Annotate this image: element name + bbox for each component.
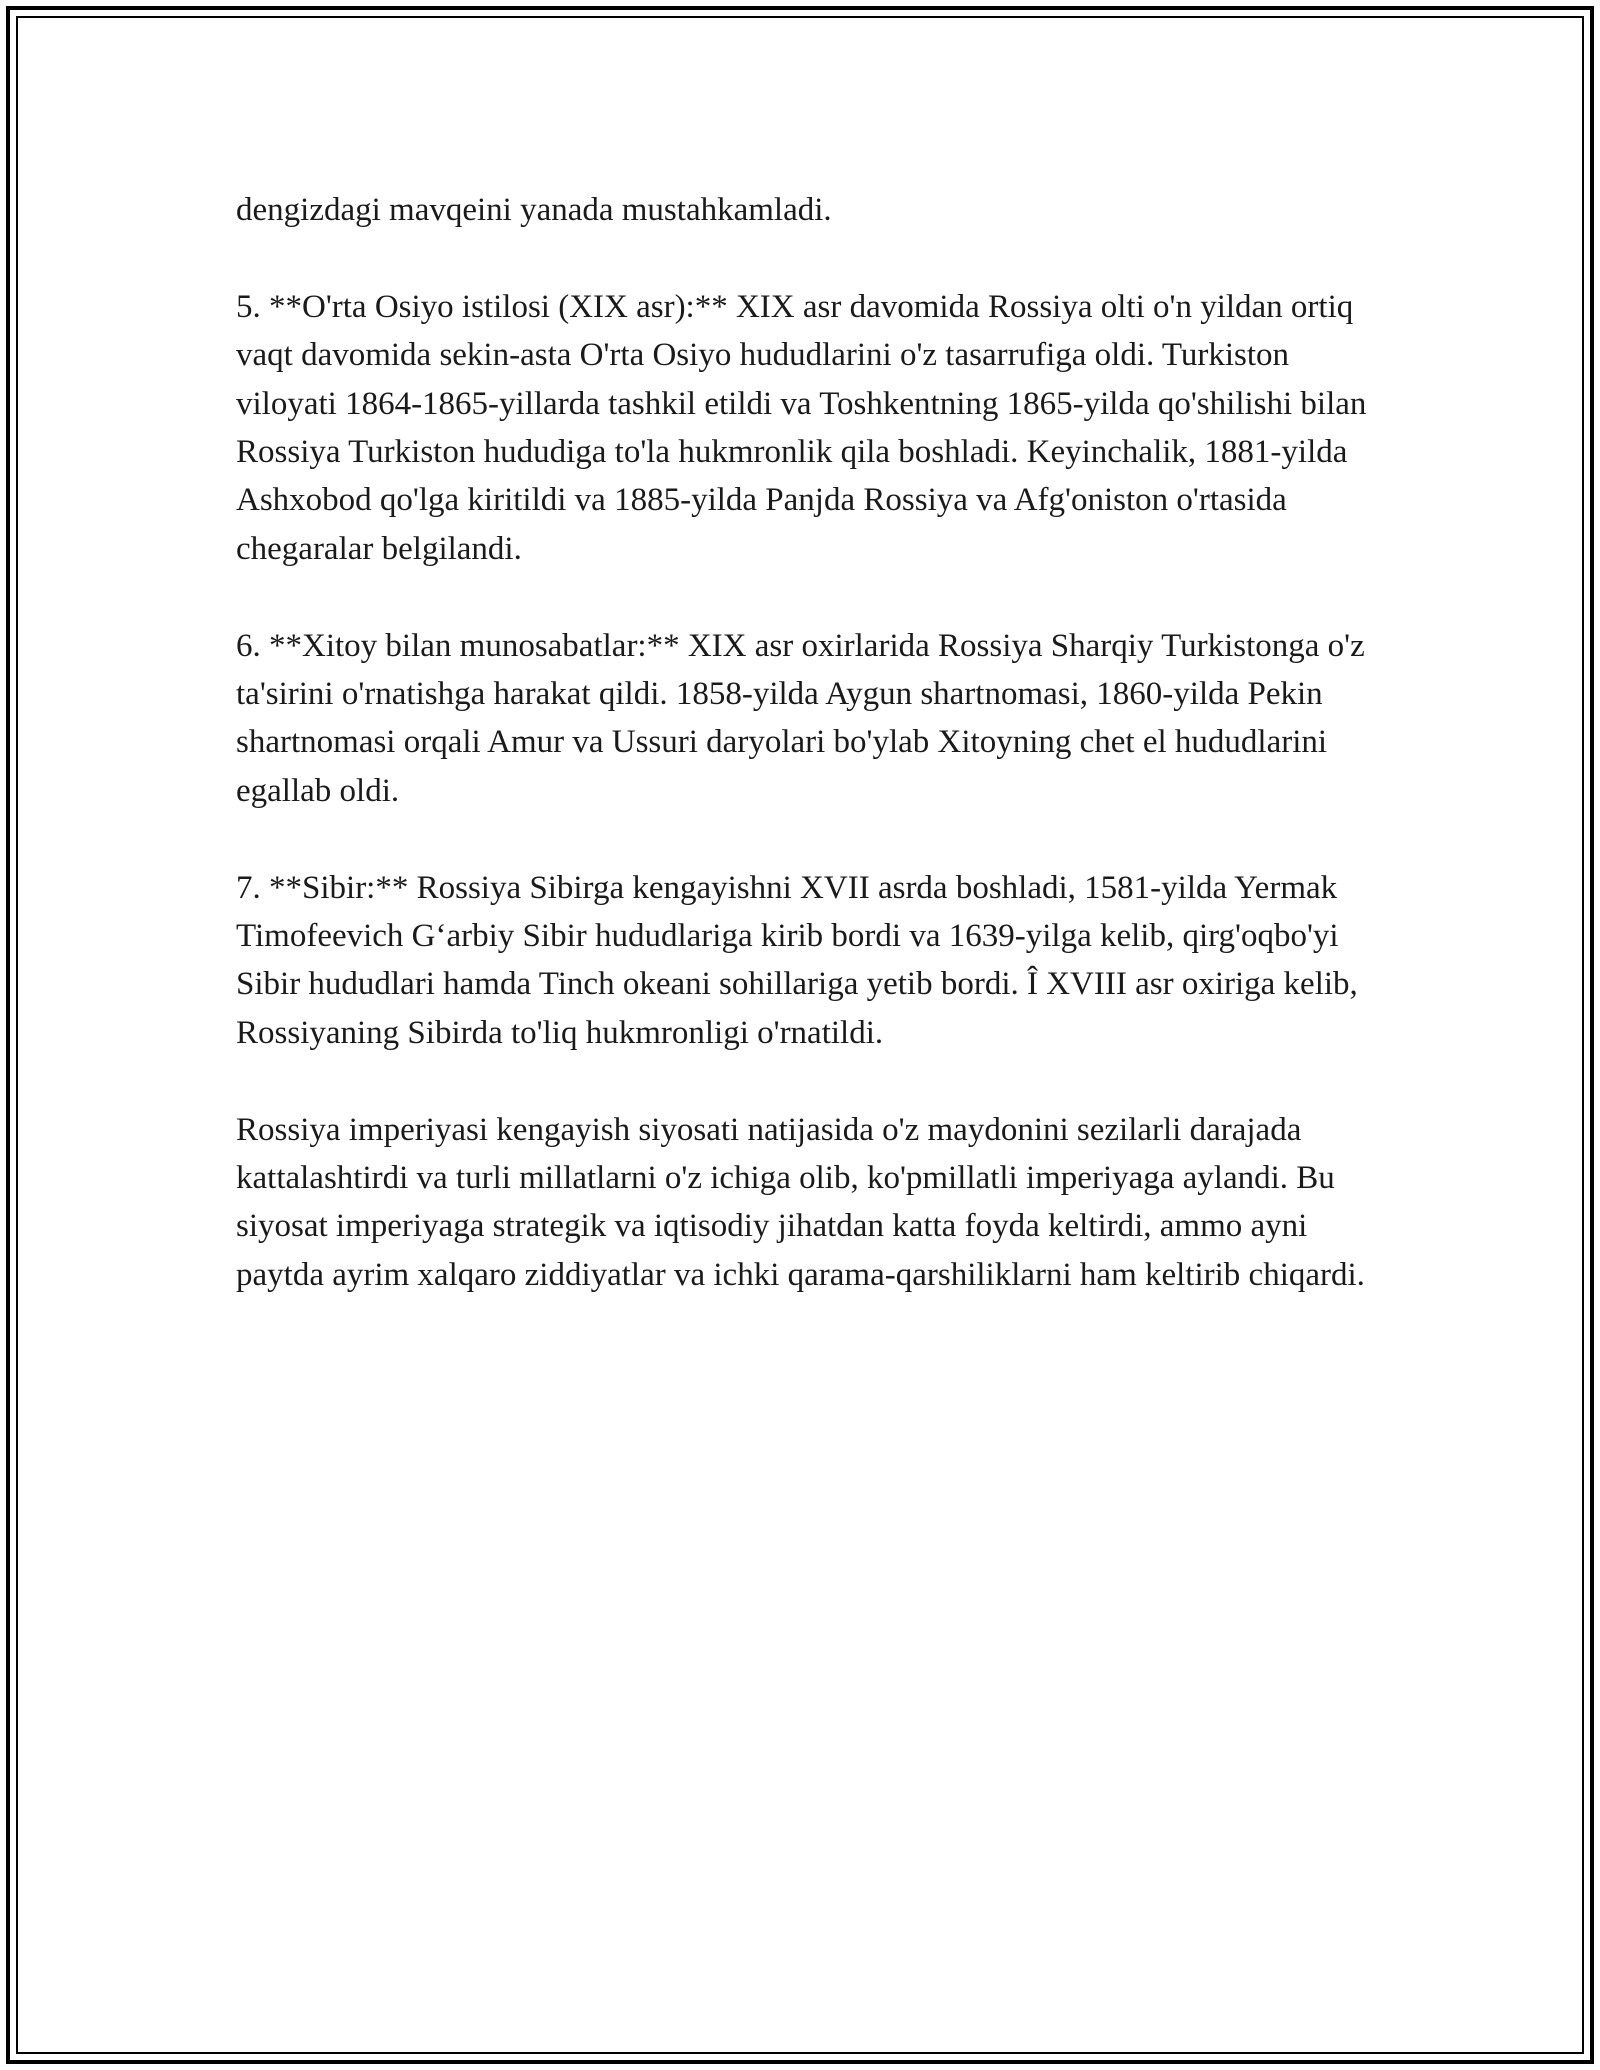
paragraph-siberia: 7. **Sibir:** Rossiya Sibirga kengayishni XVII asrda boshladi, 1581-yilda Yermak Timofeevich G‘arbiy Sibir hududlariga kirib bordi va 1639-yilga kelib, qirg'oqbo'yi Sibir hududlari hamda Tinch okeani sohillariga yetib bordi. Î XVIII asr oxiriga kelib, Rossiyaning Sibirda to'liq hukmronligi o'rnatildi. (236, 869, 1358, 1051)
paragraph-central-asia: 5. **O'rta Osiyo istilosi (XIX asr):** XIX asr davomida Rossiya olti o'n yildan ortiq vaqt davomida sekin-asta O'rta Osiyo hududlarini o'z tasarrufiga oldi. Turkiston viloyati 1864-1865-yillarda tashkil etildi va Toshkentning 1865-yilda qo'shilishi bilan Rossiya Turkiston hududiga to'la hukmronlik qila boshladi. Keyinchalik, 1881-yilda Ashxobod qo'lga kiritildi va 1885-yilda Panjda Rossiya va Afg'oniston o'rtasida chegaralar belgilandi. (236, 288, 1367, 567)
document-body (236, 186, 1376, 1299)
paragraph-continuation: dengizdagi mavqeini yanada mustahkamladi. (236, 192, 832, 228)
paragraph-conclusion: Rossiya imperiyasi kengayish siyosati natijasida o'z maydonini sezilarli darajada kattalashtirdi va turli millatlarni o'z ichiga olib, ko'pmillatli imperiyaga aylandi. Bu siyosat imperiyaga strategik va iqtisodiy jihatdan katta foyda keltirdi, ammo ayni paytda ayrim xalqaro ziddiyatlar va ichki qarama-qarshiliklarni ham keltirib chiqardi. (236, 1111, 1365, 1293)
paragraph-china-relations: 6. **Xitoy bilan munosabatlar:** XIX asr oxirlarida Rossiya Sharqiy Turkistonga o'z ta'sirini o'rnatishga harakat qildi. 1858-yilda Aygun shartnomasi, 1860-yilda Pekin shartnomasi orqali Amur va Ussuri daryolari bo'ylab Xitoyning chet el hududlarini egallab oldi. (236, 627, 1365, 809)
